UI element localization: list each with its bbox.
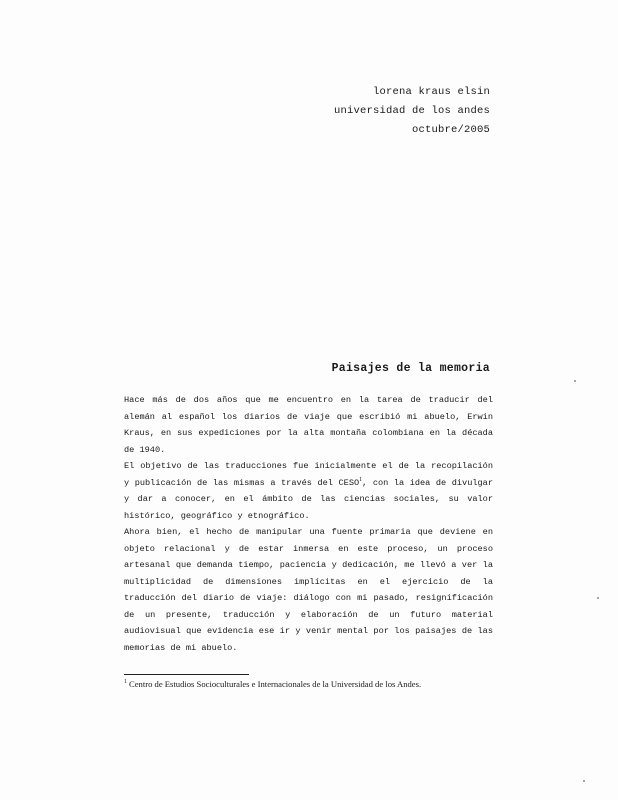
author-institution: universidad de los andes — [333, 105, 490, 117]
paragraph-2-part-1: El objetivo de las traducciones fue inicialmente el de la recopilación y publicación de las mismas a través del CESO — [124, 461, 493, 488]
document-date: octubre/2005 — [411, 124, 490, 136]
document-title: Paisajes de la memoria — [331, 362, 490, 375]
paragraph-3: Ahora bien, el hecho de manipular una fuente primaria que deviene en objeto relacional y de estar inmersa en este proceso, un proceso artesanal que demanda tiempo, paciencia y dedicación, me llevó a ver la multiplicidad de dimensiones implícitas en el ejercicio de la traducción del diario de viaje: diálogo con mi pasado, resignificación de un presente, traducción y elaboración de un futuro material audiovisual que evidencia ese ir y venir mental por los paisajes de las memorias de mi abuelo. — [124, 527, 493, 653]
scan-speck — [583, 780, 585, 782]
footnote-divider — [124, 674, 249, 675]
footnote-reference: 1 — [359, 476, 363, 483]
paragraph-1: Hace más de dos años que me encuentro en la tarea de traducir del alemán al español los diarios de viaje que escribió mi abuelo, Erwin Kraus, en sus expediciones por la alta montaña colombiana en la década de 1940. — [124, 395, 493, 455]
author-block — [334, 83, 490, 140]
paragraph-2 — [124, 458, 493, 524]
footnote — [124, 678, 421, 690]
scan-speck — [597, 597, 599, 599]
scan-speck — [574, 380, 576, 382]
paragraph-2-part-2: , con la idea de divulgar y dar a conocer, en el ámbito de las ciencias sociales, su valor histórico, geográfico y etnográfico. — [124, 477, 493, 521]
body-text — [124, 392, 493, 656]
author-name: lorena kraus elsin — [372, 86, 490, 98]
footnote-text: Centro de Estudios Socioculturales e Internacionales de la Universidad de los Andes. — [129, 679, 422, 689]
footnote-marker: 1 — [124, 679, 127, 686]
